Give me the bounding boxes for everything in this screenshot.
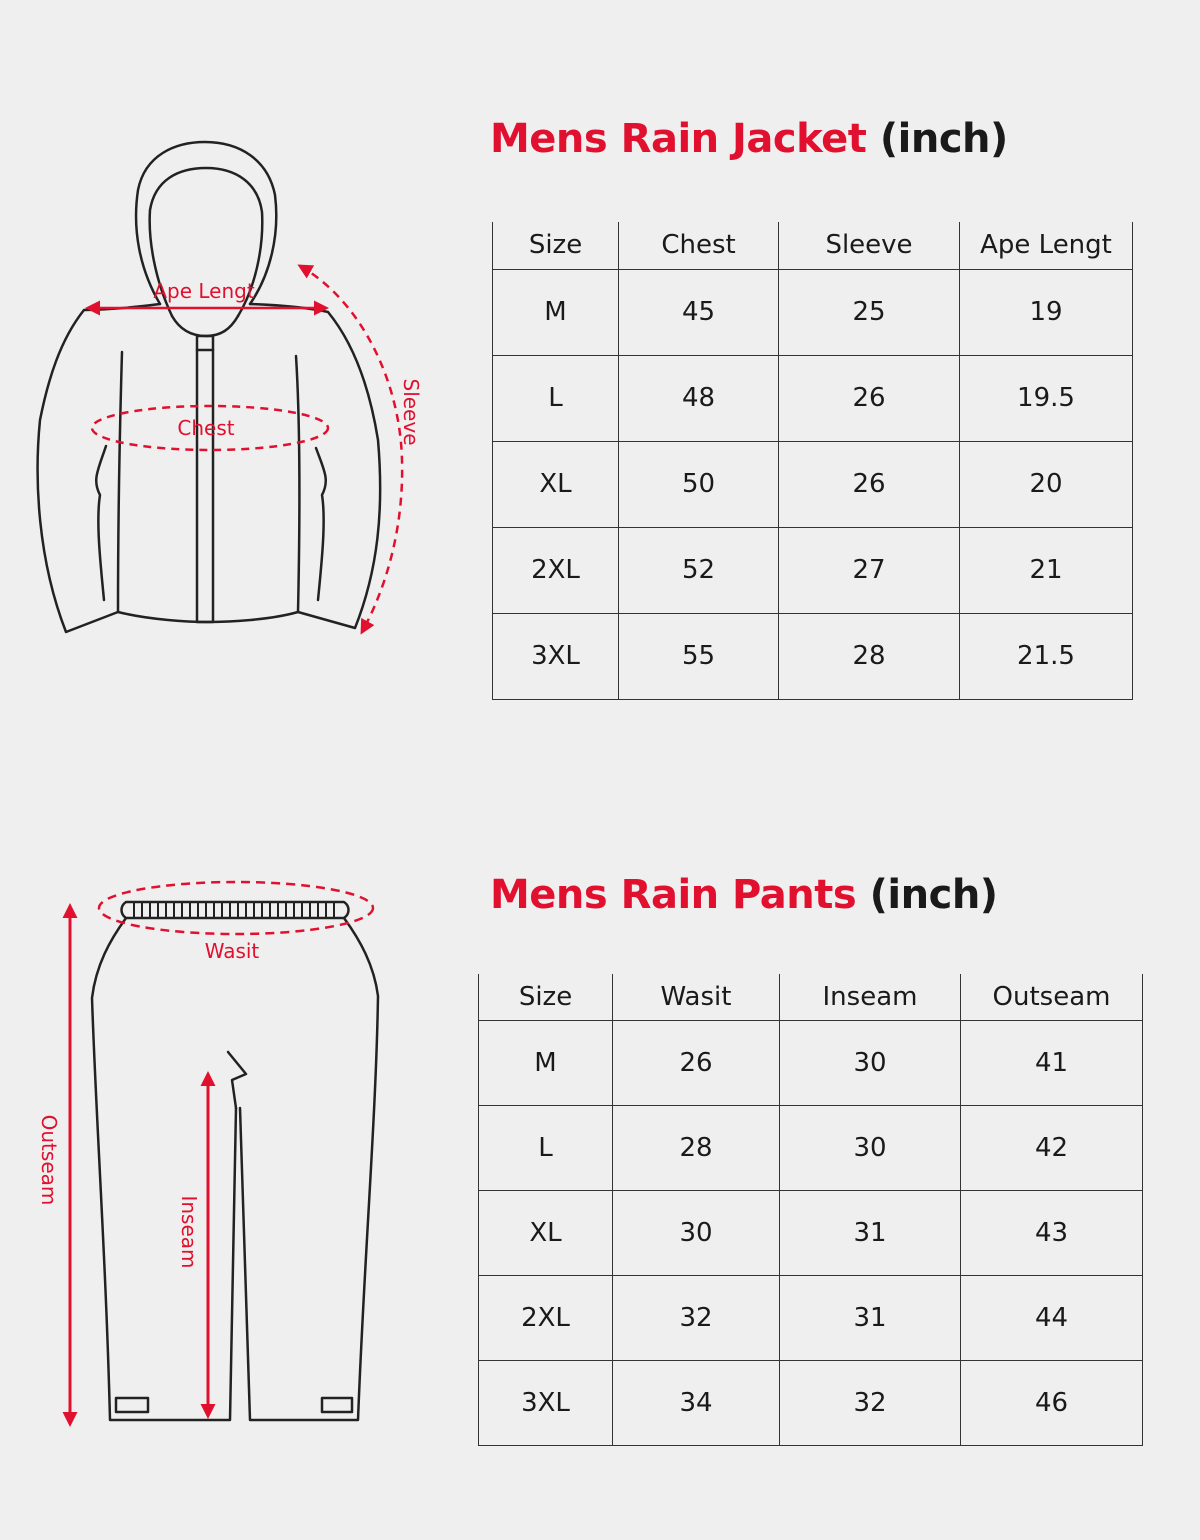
jacket-size-table: [492, 222, 1133, 700]
waist-label: Wasit: [204, 939, 260, 963]
cell-waist: 34: [613, 1360, 780, 1445]
table-row: [479, 1360, 1143, 1445]
cell-size: L: [493, 355, 619, 441]
table-row: [479, 1275, 1143, 1360]
cell-inseam: 31: [780, 1190, 961, 1275]
cell-outseam: 43: [961, 1190, 1143, 1275]
header-ape-length: Ape Lengt: [960, 222, 1133, 269]
cell-ape-length: 19: [960, 269, 1133, 355]
cell-outseam: 44: [961, 1275, 1143, 1360]
cell-size: L: [479, 1105, 613, 1190]
pants-outline: [92, 902, 378, 1420]
ape-length-label: Ape Lengt: [153, 279, 255, 303]
table-row: [493, 527, 1133, 613]
cell-sleeve: 28: [779, 613, 960, 699]
table-row: [493, 441, 1133, 527]
cell-ape-length: 20: [960, 441, 1133, 527]
cell-inseam: 32: [780, 1360, 961, 1445]
table-row: [479, 1105, 1143, 1190]
table-row: [493, 269, 1133, 355]
table-row: [479, 1020, 1143, 1105]
header-size: Size: [493, 222, 619, 269]
cell-waist: 28: [613, 1105, 780, 1190]
cell-size: M: [493, 269, 619, 355]
header-waist: Wasit: [613, 974, 780, 1020]
header-chest: Chest: [619, 222, 779, 269]
cell-waist: 30: [613, 1190, 780, 1275]
chest-label: Chest: [177, 416, 235, 440]
cell-sleeve: 25: [779, 269, 960, 355]
header-size: Size: [479, 974, 613, 1020]
waistband-ribbing: [134, 903, 334, 917]
cell-ape-length: 21: [960, 527, 1133, 613]
cell-inseam: 30: [780, 1105, 961, 1190]
cell-size: 2XL: [493, 527, 619, 613]
cell-chest: 45: [619, 269, 779, 355]
jacket-title-main: Mens Rain Jacket: [490, 116, 867, 162]
pants-chart-title: [490, 872, 998, 918]
table-header-row: [479, 974, 1143, 1020]
jacket-chart-title: [490, 116, 1008, 162]
jacket-title-unit: (inch): [879, 116, 1008, 162]
cell-ape-length: 21.5: [960, 613, 1133, 699]
inseam-label: Inseam: [177, 1195, 201, 1269]
cell-ape-length: 19.5: [960, 355, 1133, 441]
pants-diagram: [0, 0, 480, 1480]
waist-ellipse: [99, 882, 373, 934]
sleeve-label: Sleeve: [399, 378, 423, 446]
table-row: [493, 355, 1133, 441]
cell-inseam: 31: [780, 1275, 961, 1360]
cell-chest: 55: [619, 613, 779, 699]
cell-inseam: 30: [780, 1020, 961, 1105]
header-sleeve: Sleeve: [779, 222, 960, 269]
table-row: [493, 613, 1133, 699]
pants-title-main: Mens Rain Pants: [490, 872, 857, 918]
cell-sleeve: 27: [779, 527, 960, 613]
cell-size: XL: [493, 441, 619, 527]
cell-sleeve: 26: [779, 441, 960, 527]
cell-sleeve: 26: [779, 355, 960, 441]
cell-outseam: 41: [961, 1020, 1143, 1105]
cell-chest: 50: [619, 441, 779, 527]
cell-size: 3XL: [479, 1360, 613, 1445]
header-inseam: Inseam: [780, 974, 961, 1020]
cell-size: 3XL: [493, 613, 619, 699]
cell-chest: 48: [619, 355, 779, 441]
outseam-label: Outseam: [37, 1114, 61, 1206]
cell-waist: 32: [613, 1275, 780, 1360]
cell-waist: 26: [613, 1020, 780, 1105]
cell-size: XL: [479, 1190, 613, 1275]
cell-size: 2XL: [479, 1275, 613, 1360]
cell-outseam: 46: [961, 1360, 1143, 1445]
cell-chest: 52: [619, 527, 779, 613]
cell-outseam: 42: [961, 1105, 1143, 1190]
pants-size-table: [478, 974, 1143, 1446]
cell-size: M: [479, 1020, 613, 1105]
pants-title-unit: (inch): [869, 872, 998, 918]
header-outseam: Outseam: [961, 974, 1143, 1020]
table-header-row: [493, 222, 1133, 269]
pants-measure-lines: [70, 882, 373, 1424]
table-row: [479, 1190, 1143, 1275]
